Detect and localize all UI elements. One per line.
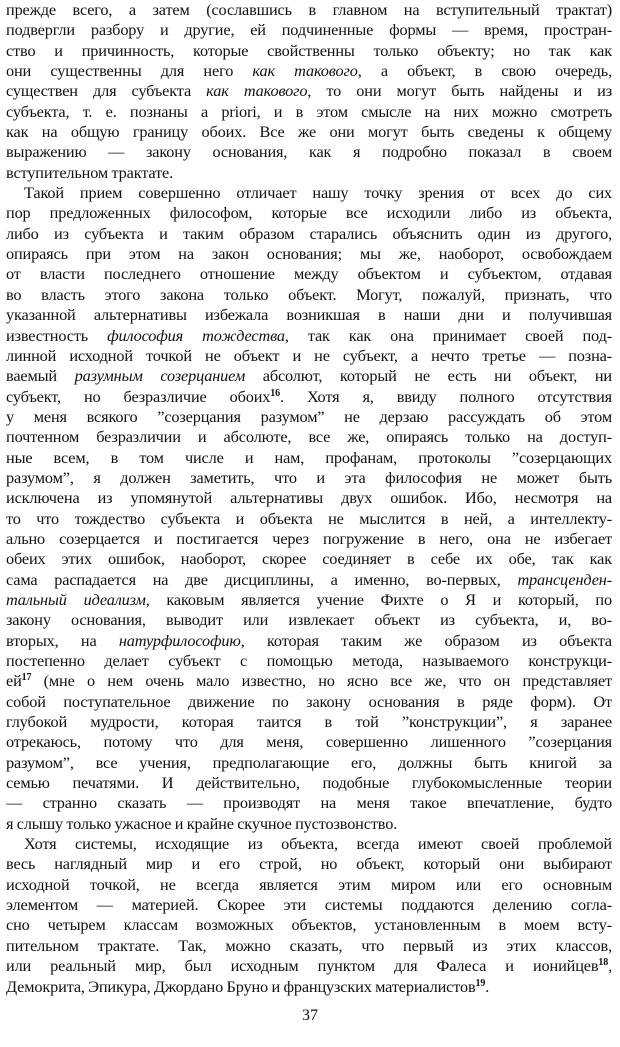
text-line: линной исходной точкой не объект и не субъект, а нечто третье — позна- [6, 345, 612, 365]
text-line: то что тождество субъекта и объекта не мыслится в ней, а интеллекту- [6, 508, 612, 528]
text-line: — странно сказать — производят на меня такое впечатление, будто [6, 793, 612, 813]
text-line: Такой прием совершенно отличает нашу точку зрения от всех до сих [24, 183, 612, 203]
text-line: разумом”, я должен заметить, что и эта философия не может быть [6, 467, 612, 487]
text-line: ство и причинность, которые свойственны только объекту; но так как [6, 40, 612, 60]
text-line: глубокой мудрости, которая таится в той ”конструкции”, я заранее [6, 712, 612, 732]
text-line: $ей^{17}$ (мне о нем очень мало известно, но ясно все же, что он представляет [6, 671, 612, 691]
text-line: обеих этих ошибок, наоборот, скорее соединяет в себе их обе, так как [6, 549, 612, 569]
text-line: исключена из упомянутой альтернативы двух ошибок. Ибо, несмотря на [6, 488, 612, 508]
text-line: собой поступательное движение по закону основания в ряде форм). От [6, 691, 612, 711]
text-line: известность философия тождества, так как она принимает своей под- [6, 325, 612, 345]
text-line: у меня всякого ”созерцания разумом” не дерзаю рассуждать об этом [6, 406, 612, 426]
text-line: ваемый разумным созерцанием абсолют, который не есть ни объект, ни [6, 366, 612, 386]
text-line: постепенно делает субъект с помощью метода, называемого конструкци- [6, 651, 612, 670]
page-number: 37 [302, 1007, 318, 1024]
text-line: пор предложенных философом, которые все исходили либо из объекта, [6, 203, 612, 223]
text-line: почтенном безразличии и абсолюте, все же, опираясь только на доступ- [6, 427, 612, 447]
text-line: Хотя системы, исходящие из объекта, всегда имеют своей проблемой [24, 834, 612, 854]
text-line: ально созерцается и постигается через погружение в него, она не избегает [6, 528, 612, 548]
text-line: отрекаюсь, потому что для меня, совершенно лишенного ”созерцания [6, 732, 612, 752]
text-line: опираясь при этом на закон основания; мы же, наоборот, освобождаем [6, 244, 612, 264]
text-line: я слышу только ужасное и крайне скучное пустозвонство. [6, 813, 398, 833]
text-line: они существенны для него как таковогo, а объект, в свою очередь, [6, 61, 612, 81]
text-line: выражению — закону основания, как я подробно показал в своем [6, 142, 612, 162]
text-line: существен для субъекта как такового, то они могут быть найдены и из [6, 81, 612, 101]
text-line: пительном трактате. Так, можно сказать, что первый из этих классов, [6, 935, 612, 955]
text-line: вторых, на натурфилософию, которая таким же образом из объекта [6, 630, 612, 650]
text-line: вступительном трактате. [6, 162, 174, 182]
text-line: тальный идеализм, каковым является учение Фихте о Я и который, по [6, 589, 612, 609]
text-line: подвергли разбору и другие, ей подчиненные формы — время, простран- [6, 20, 612, 40]
text-line: ные всем, в том числе и нам, профанам, протоколы ”созерцающих [6, 447, 612, 467]
text-line: либо из субъекта и таким образом старались объяснить один из другого, [6, 223, 612, 243]
text-line: сно четырем классам возможных объектов, установленным в моем всту- [6, 915, 612, 935]
text-line: во власть этого закона только объект. Могут, пожалуй, признать, что [6, 284, 612, 304]
text-line: разумом”, все учения, предполагающие его, должны быть книгой за [6, 752, 612, 772]
text-line: весь наглядный мир и его строй, но объект, который они выбирают [6, 854, 612, 874]
text-line: от власти последнего отношение между объектом и субъектом, отдавая [6, 264, 612, 284]
text-line: исходной точкой, не всегда является этим миром или его основным [6, 874, 612, 894]
text-line: Демокрита, Эпикура, Джордано Бруно и французских материалистов$^{19}$. [6, 976, 490, 996]
text-line: или реальный мир, был исходным пунктом для Фалеса и ионийцев$^{18}$, [6, 956, 612, 976]
text-line: закону основания, выводит или извлекает объект из субъекта, и, во- [6, 610, 612, 630]
text-line: сама распадается на две дисциплины, а именно, во-первых, трансценден- [6, 569, 612, 589]
text-line: указанной альтернативы избежала возникшая в наши дни и получившая [6, 305, 612, 325]
text-line: семью печатями. И действительно, подобные глубокомысленные теории [6, 773, 612, 793]
text-line: субъект, но безразличие обоих$^{16}$. Хотя я, ввиду полного отсутствия [6, 386, 612, 406]
text-line: прежде всего, а затем (сославшись в главном на вступительный трактат) [6, 0, 612, 19]
body-text [6, 0, 612, 997]
text-line: элементом — материей. Скорее эти системы поддаются делению согла- [6, 895, 612, 915]
text-line: как на общую границу обоих. Все же они могут быть сведены к общему [6, 122, 612, 142]
text-line: субъекта, т. е. познаны a priori, и в этом смысле на них можно смотреть [6, 101, 612, 121]
